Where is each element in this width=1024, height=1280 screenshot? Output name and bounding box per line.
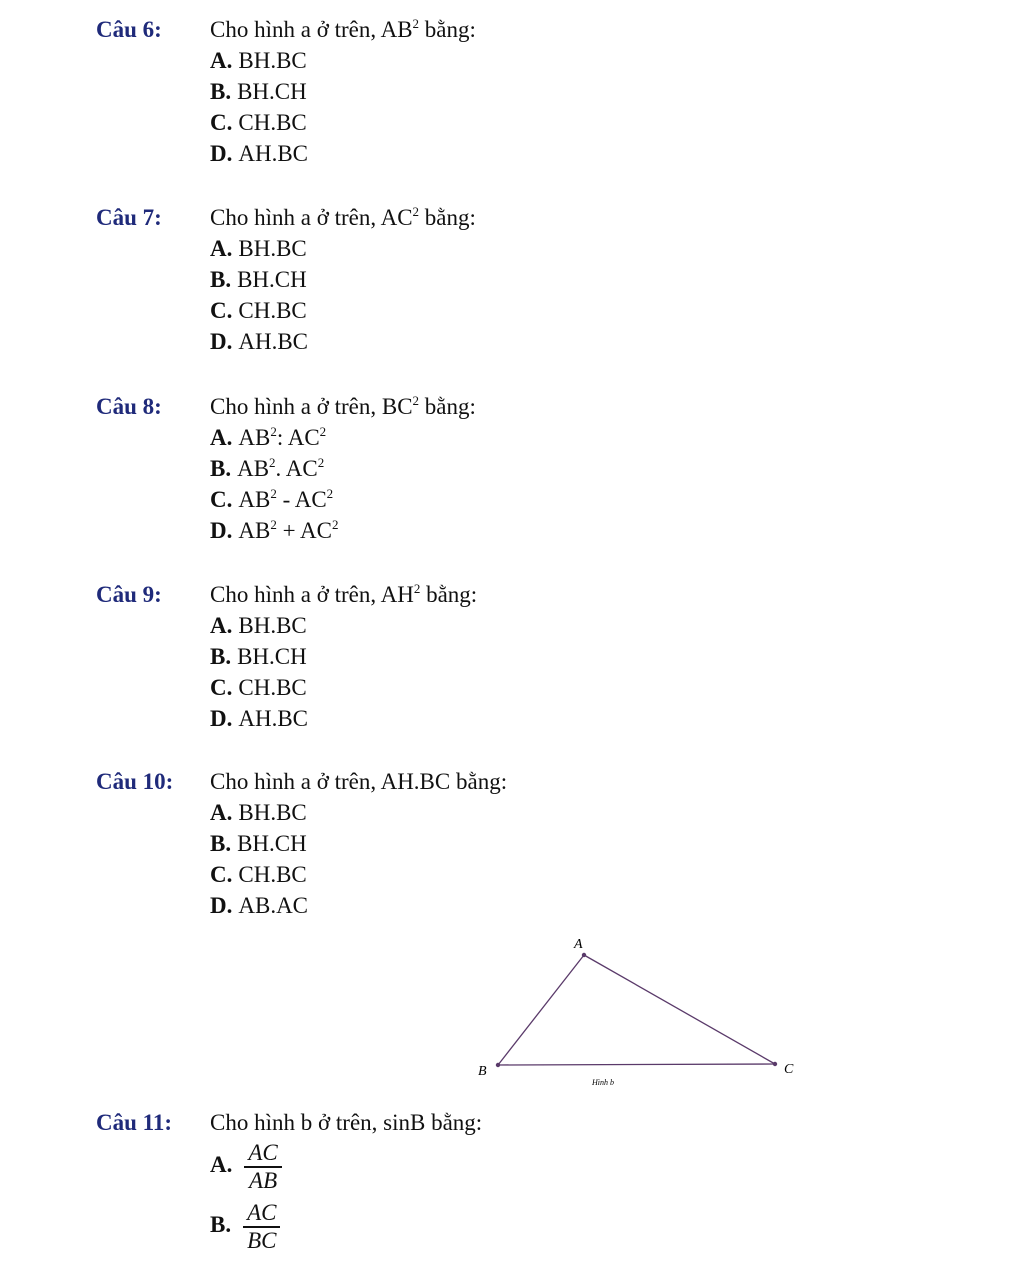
option-a: A. BH.BC: [210, 613, 307, 638]
side-bc: [498, 1064, 775, 1065]
question-label: Câu 7:: [96, 205, 162, 230]
label-a: A: [574, 937, 583, 952]
question-label: Câu 8:: [96, 394, 162, 419]
option-b: B. BH.CH: [210, 79, 307, 104]
question-text: Cho hình a ở trên, AH.BC bằng:: [210, 769, 508, 794]
option-a: A. $AB^2$: $AC^2$: [210, 424, 327, 450]
question-text: Cho hình a ở trên, $AC^2$ bằng:: [210, 204, 476, 230]
option-d: D. AB.AC: [210, 893, 309, 918]
option-c: C. CH.BC: [210, 675, 307, 700]
figure-caption: Hình b: [592, 1078, 614, 1087]
option-c: C. $AB^2 - AC^2$: [210, 486, 334, 512]
fraction: $\frac{AC}{AB}$: [244, 1140, 281, 1194]
question-label: Câu 10:: [96, 769, 174, 794]
option-a: A. BH.BC: [210, 800, 307, 825]
question-text: Cho hình a ở trên, $AB^2$ bằng:: [210, 16, 476, 42]
label-c: C: [784, 1062, 794, 1077]
option-b: B. BH.CH: [210, 831, 307, 856]
question-label: Câu 6:: [96, 17, 162, 42]
question-text: Cho hình a ở trên, $BC^2$ bằng:: [210, 393, 476, 419]
fraction: $\frac{AC}{BC}$: [243, 1200, 280, 1254]
question-label: Câu 9:: [96, 582, 162, 607]
option-b: B. $\frac{AC}{BC}$: [210, 1200, 280, 1254]
question-text: Cho hình a ở trên, $AH^2$ bằng:: [210, 581, 478, 607]
option-d: D. $AB^2 + AC^2$: [210, 517, 339, 543]
option-a: A. BH.BC: [210, 48, 307, 73]
side-ac: [584, 955, 775, 1064]
option-d: D. AH.BC: [210, 329, 309, 354]
option-b: B. BH.CH: [210, 644, 307, 669]
triangle-figure: [470, 930, 810, 1100]
option-b: B. $AB^2$. $AC^2$: [210, 455, 325, 481]
option-c: C. CH.BC: [210, 298, 307, 323]
option-a: A. $\frac{AC}{AB}$: [210, 1140, 282, 1194]
option-c: C. CH.BC: [210, 862, 307, 887]
option-d: D. AH.BC: [210, 141, 309, 166]
option-d: D. AH.BC: [210, 706, 309, 731]
point-b: [496, 1063, 500, 1067]
point-a: [582, 953, 586, 957]
question-text: Cho hình b ở trên, sinB bằng:: [210, 1110, 483, 1135]
side-ab: [498, 955, 584, 1065]
option-c: C. CH.BC: [210, 110, 307, 135]
question-label: Câu 11:: [96, 1110, 173, 1135]
label-b: B: [478, 1064, 487, 1079]
point-c: [773, 1062, 777, 1066]
option-b: B. BH.CH: [210, 267, 307, 292]
option-a: A. BH.BC: [210, 236, 307, 261]
